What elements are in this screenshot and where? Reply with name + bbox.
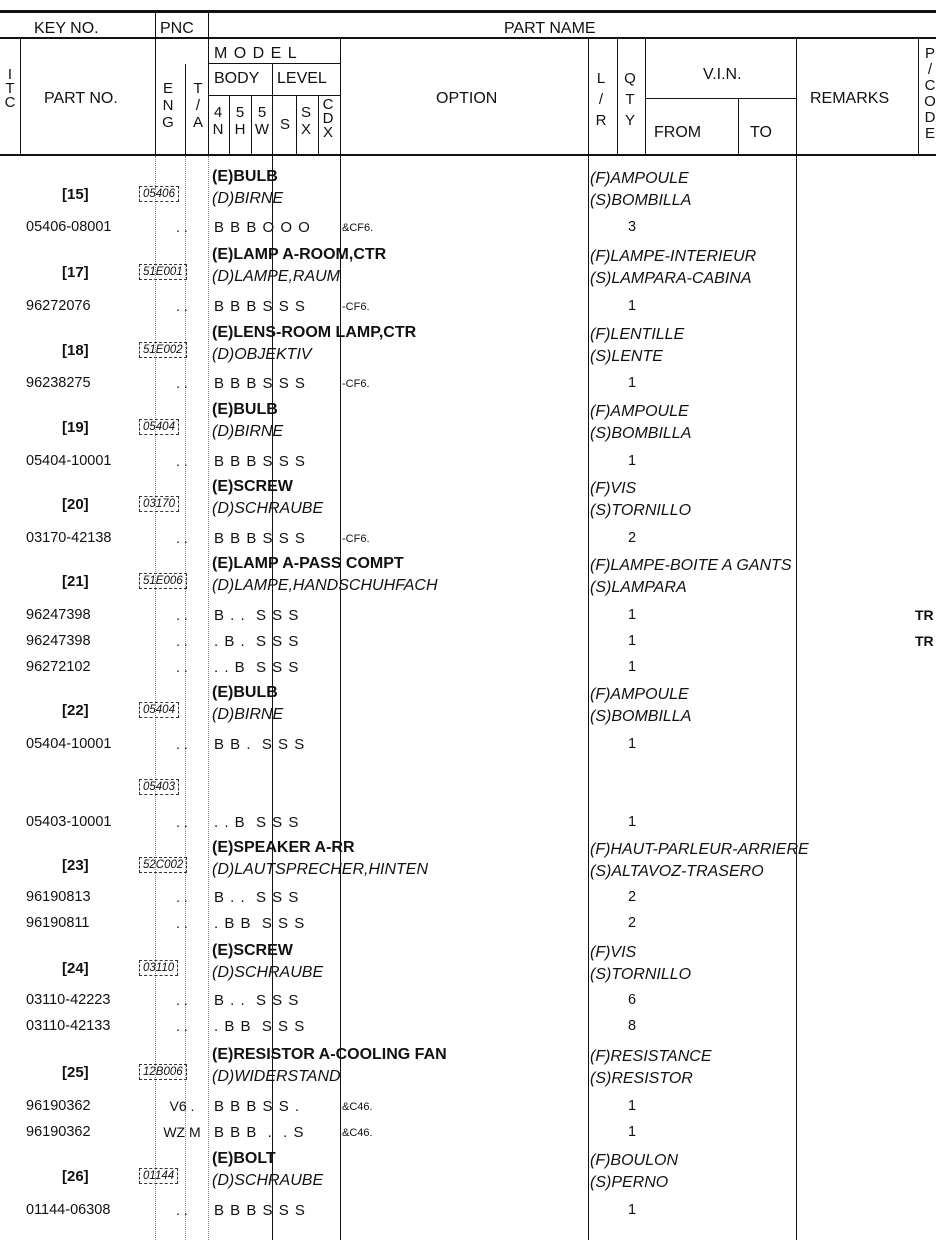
part-number: 96247398	[26, 633, 91, 649]
part-name-french: (F)BOULON	[590, 1152, 678, 1169]
part-name-french: (F)LAMPE-BOITE A GANTS	[590, 557, 792, 574]
header-pcode: P / C O D E	[924, 45, 936, 142]
quantity: 6	[628, 992, 637, 1008]
part-name-spanish: (S)LENTE	[590, 348, 663, 365]
quantity: 3	[628, 219, 637, 235]
part-number: 96272076	[26, 298, 91, 314]
model-applicability: . B . S S S	[214, 633, 300, 650]
model-applicability: B . . S S S	[214, 607, 300, 624]
part-number: 05403-10001	[26, 814, 112, 830]
header-qty: Q T Y	[624, 70, 636, 129]
engine-trans-code: WZ M	[163, 1124, 201, 1140]
part-name-german: (D)BIRNE	[212, 706, 284, 723]
engine-trans-code: . .	[176, 814, 188, 830]
part-name-french: (F)VIS	[590, 944, 637, 961]
engine-trans-code: V6 .	[169, 1098, 195, 1114]
header-body-5h: 5 H	[234, 104, 246, 138]
quantity: 1	[628, 375, 637, 391]
part-number: 05404-10001	[26, 453, 112, 469]
header-lr: L / R	[595, 70, 607, 129]
header-body: BODY	[214, 70, 260, 87]
part-name-spanish: (S)ALTAVOZ-TRASERO	[590, 863, 764, 880]
part-name-german: (D)SCHRAUBE	[212, 1172, 324, 1189]
option-code: &C46.	[342, 1101, 373, 1113]
part-number: 96190362	[26, 1098, 91, 1114]
engine-trans-code: . .	[176, 659, 188, 675]
header-model: M O D E L	[214, 45, 298, 62]
quantity: 1	[628, 1124, 637, 1140]
quantity: 1	[628, 453, 637, 469]
quantity: 1	[628, 607, 637, 623]
header-level-s: S	[279, 116, 290, 133]
model-applicability: B . . S S S	[214, 889, 300, 906]
part-number: 96190811	[26, 915, 90, 931]
model-applicability: . B B S S S	[214, 915, 306, 932]
header-vin-to: TO	[750, 124, 772, 141]
part-name-french: (F)AMPOULE	[590, 403, 689, 420]
key-number: [17]	[62, 264, 89, 281]
part-number: 03170-42138	[26, 530, 112, 546]
part-name-english: (E)LAMP A-ROOM,CTR	[212, 246, 387, 263]
pcode-value: TR	[915, 633, 934, 649]
key-number: [21]	[62, 573, 89, 590]
key-number: [26]	[62, 1168, 89, 1185]
quantity: 8	[628, 1018, 637, 1034]
option-code: &C46.	[342, 1127, 373, 1139]
engine-trans-code: . .	[176, 736, 188, 752]
part-name-english: (E)RESISTOR A-COOLING FAN	[212, 1046, 447, 1063]
part-name-french: (F)LAMPE-INTERIEUR	[590, 248, 757, 265]
header-itc: I T C	[4, 66, 16, 111]
part-name-english: (E)BULB	[212, 168, 278, 185]
engine-trans-code: . .	[176, 453, 188, 469]
part-name-french: (F)RESISTANCE	[590, 1048, 712, 1065]
engine-trans-code: . .	[176, 915, 188, 931]
pnc-code: 03170	[139, 496, 179, 512]
option-code: -CF6.	[342, 301, 370, 313]
header-level-sx: S X	[300, 104, 311, 138]
engine-trans-code: . .	[176, 298, 188, 314]
pnc-code: 12B006	[139, 1064, 187, 1080]
part-name-german: (D)LAUTSPRECHER,HINTEN	[212, 861, 429, 878]
engine-trans-code: . .	[176, 633, 188, 649]
model-applicability: B B B S S S	[214, 1202, 306, 1219]
pnc-code: 51E001	[139, 264, 187, 280]
part-name-german: (D)SCHRAUBE	[212, 500, 324, 517]
part-name-spanish: (S)BOMBILLA	[590, 192, 692, 209]
part-name-french: (F)AMPOULE	[590, 686, 689, 703]
quantity: 2	[628, 530, 637, 546]
part-name-english: (E)BULB	[212, 684, 278, 701]
engine-trans-code: . .	[176, 375, 188, 391]
quantity: 1	[628, 659, 637, 675]
part-name-german: (D)WIDERSTAND	[212, 1068, 341, 1085]
pnc-code: 51E006	[139, 573, 187, 589]
part-number: 96190362	[26, 1124, 91, 1140]
key-number: [22]	[62, 702, 89, 719]
part-name-english: (E)SCREW	[212, 942, 293, 959]
key-number: [18]	[62, 342, 89, 359]
part-name-english: (E)LAMP A-PASS COMPT	[212, 555, 404, 572]
part-name-french: (F)LENTILLE	[590, 326, 685, 343]
pnc-code: 51E002	[139, 342, 187, 358]
pnc-code: 52C002	[139, 857, 187, 873]
quantity: 1	[628, 1202, 637, 1218]
quantity: 2	[628, 889, 637, 905]
header-vin: V.I.N.	[703, 66, 742, 83]
part-name-spanish: (S)BOMBILLA	[590, 425, 692, 442]
part-number: 96272102	[26, 659, 91, 675]
engine-trans-code: . .	[176, 1202, 188, 1218]
part-number: 01144-06308	[26, 1202, 111, 1218]
pnc-code: 05404	[139, 419, 179, 435]
pnc-code: 01144	[139, 1168, 178, 1184]
part-name-english: (E)SPEAKER A-RR	[212, 839, 355, 856]
part-name-german: (D)BIRNE	[212, 423, 284, 440]
part-name-spanish: (S)PERNO	[590, 1174, 669, 1191]
engine-trans-code: . .	[176, 607, 188, 623]
header-pnc: PNC	[160, 20, 194, 37]
key-number: [23]	[62, 857, 89, 874]
quantity: 2	[628, 915, 637, 931]
quantity: 1	[628, 736, 637, 752]
option-code: -CF6.	[342, 533, 370, 545]
part-number: 03110-42223	[26, 992, 111, 1008]
part-name-german: (D)SCHRAUBE	[212, 964, 324, 981]
header-eng: E N G	[162, 80, 174, 131]
part-number: 96190813	[26, 889, 91, 905]
part-name-spanish: (S)LAMPARA	[590, 579, 687, 596]
header-ta: T / A	[192, 80, 203, 131]
part-name-spanish: (S)TORNILLO	[590, 502, 692, 519]
key-number: [15]	[62, 186, 89, 203]
key-number: [19]	[62, 419, 89, 436]
part-name-spanish: (S)RESISTOR	[590, 1070, 693, 1087]
part-name-english: (E)SCREW	[212, 478, 293, 495]
model-applicability: . . B S S S	[214, 814, 300, 831]
model-applicability: B . . S S S	[214, 992, 300, 1009]
model-applicability: B B . S S S	[214, 736, 306, 753]
header-part-no: PART NO.	[44, 90, 118, 107]
part-name-spanish: (S)BOMBILLA	[590, 708, 692, 725]
part-name-english: (E)BULB	[212, 401, 278, 418]
header-body-4n: 4 N	[212, 104, 224, 138]
part-name-spanish: (S)LAMPARA-CABINA	[590, 270, 752, 287]
model-applicability: B B B S S S	[214, 375, 306, 392]
option-code: -CF6.	[342, 378, 370, 390]
part-number: 05404-10001	[26, 736, 112, 752]
part-name-german: (D)OBJEKTIV	[212, 346, 312, 363]
part-number: 96247398	[26, 607, 91, 623]
header-key-no: KEY NO.	[34, 20, 99, 37]
model-applicability: B B B S S .	[214, 1098, 301, 1115]
pnc-code: 03110	[139, 960, 178, 976]
part-name-french: (F)VIS	[590, 480, 637, 497]
part-name-english: (E)BOLT	[212, 1150, 276, 1167]
header-level-cdx: C D X	[322, 96, 334, 141]
model-applicability: . B B S S S	[214, 1018, 306, 1035]
model-applicability: B B B S S S	[214, 453, 306, 470]
part-name-german: (D)LAMPE,HANDSCHUHFACH	[212, 577, 438, 594]
part-number: 96238275	[26, 375, 91, 391]
key-number: [20]	[62, 496, 89, 513]
option-code: &CF6.	[342, 222, 374, 234]
part-number: 03110-42133	[26, 1018, 111, 1034]
model-applicability: B B B O O O	[214, 219, 311, 236]
part-name-french: (F)HAUT-PARLEUR-ARRIERE	[590, 841, 809, 858]
header-vin-from: FROM	[654, 124, 702, 141]
header-remarks: REMARKS	[810, 90, 890, 107]
engine-trans-code: . .	[176, 889, 188, 905]
part-name-spanish: (S)TORNILLO	[590, 966, 692, 983]
model-applicability: B B B S S S	[214, 530, 306, 547]
header-body-5w: 5 W	[254, 104, 270, 138]
pnc-code: 05406	[139, 186, 179, 202]
part-name-german: (D)BIRNE	[212, 190, 284, 207]
engine-trans-code: . .	[176, 530, 188, 546]
key-number: [25]	[62, 1064, 89, 1081]
pnc-code: 05403	[139, 779, 179, 795]
engine-trans-code: . .	[176, 1018, 188, 1034]
quantity: 1	[628, 814, 637, 830]
quantity: 1	[628, 298, 637, 314]
part-name-french: (F)AMPOULE	[590, 170, 689, 187]
engine-trans-code: . .	[176, 992, 188, 1008]
quantity: 1	[628, 1098, 637, 1114]
pcode-value: TR	[915, 607, 934, 623]
model-applicability: . . B S S S	[214, 659, 300, 676]
engine-trans-code: . .	[176, 219, 188, 235]
header-option: OPTION	[436, 90, 498, 107]
part-number: 05406-08001	[26, 219, 112, 235]
model-applicability: B B B S S S	[214, 298, 306, 315]
part-name-german: (D)LAMPE,RAUM	[212, 268, 341, 285]
header-part-name: PART NAME	[504, 20, 596, 37]
model-applicability: B B B . . S	[214, 1124, 305, 1141]
key-number: [24]	[62, 960, 89, 977]
quantity: 1	[628, 633, 637, 649]
header-level: LEVEL	[277, 70, 327, 87]
pnc-code: 05404	[139, 702, 179, 718]
part-name-english: (E)LENS-ROOM LAMP,CTR	[212, 324, 417, 341]
